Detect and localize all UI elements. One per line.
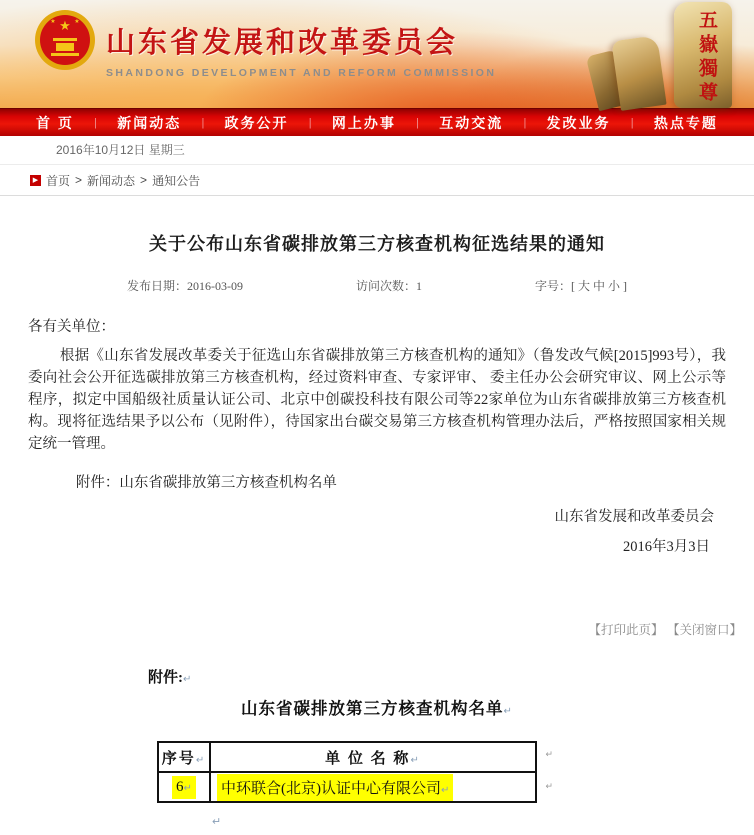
return-mark: ↵ [183,782,192,794]
publish-date: 发布日期：2016-03-09 [127,279,244,293]
return-mark: ↵ [503,706,513,717]
salutation: 各有关单位： [28,319,115,335]
svg-text:★: ★ [50,19,56,25]
signature-org: 山东省发展和改革委员会 [554,509,714,525]
date-bar [0,136,754,165]
cell-row-number [158,772,210,802]
font-size-options[interactable]: [ 大 中 小 ] [570,279,627,293]
attachment-label: 附件： [75,475,120,491]
nav-separator: | [630,116,634,129]
verifier-table [157,741,537,803]
header-cell-no: 序号↵ [158,742,210,772]
return-mark: ↵ [441,784,450,796]
print-page-button[interactable]: 【打印此页】 [588,623,664,637]
breadcrumb-arrow-icon: ▶ [30,175,41,186]
font-size-control: 字号：[ 大 中 小 ] [534,279,627,293]
return-mark: ↵ [183,674,192,685]
highlighted-org-name: 中环联合(北京)认证中心有限公司↵ [217,774,453,801]
row-end-mark: ↵ [545,749,553,759]
signature-date: 2016年3月3日 [623,539,710,555]
close-window-button[interactable]: 【关闭窗口】 [666,623,742,637]
nav-item-hot-topics[interactable]: 热点专题 [653,114,718,131]
nav-item-gov-affairs[interactable]: 政务公开 [224,114,289,131]
national-emblem-icon [33,8,97,72]
stone-inscription [674,2,732,108]
breadcrumb-item-news[interactable]: 新闻动态 [87,173,136,188]
taishan-stone-image [564,0,754,108]
main-nav [0,108,754,136]
return-mark: ↵ [195,754,207,766]
nav-separator: | [201,116,205,129]
cell-org-name [210,772,536,802]
nav-item-ndrc-business[interactable]: 发改业务 [546,114,611,131]
nav-separator: | [308,116,312,129]
site-title: 山东省发展和改革委员会 [106,27,459,59]
article-content [0,230,754,835]
attachment-doc-title: 山东省碳排放第三方核查机构名单↵ [241,699,513,718]
nav-separator: | [523,116,527,129]
breadcrumb [0,165,754,196]
site-banner [0,0,754,108]
page-actions [0,620,754,638]
main-paragraph: 根据《山东省发展改革委关于征选山东省碳排放第三方核查机构的通知》（鲁发改气候[2015]993号），我委向社会公开征选碳排放第三方核查机构，经过资料审查、专家评审、 委主任办公会研究审议、网上公示等程序，拟定中国船级社质量认证公司、北京中创碳投科技有限公司等22家单位为山东省碳排放第三方核查机构。现将征选结果予以公布（见附件），待国家出台碳交易第三方核查机构管理办法后，严格按照国家相关规定统一管理。 [28,348,726,452]
attachment-line [28,472,726,494]
attachment-table-wrap [157,741,553,803]
breadcrumb-separator: > [140,173,148,187]
nav-item-home[interactable]: 首 页 [36,114,74,131]
row-end-mark: ↵ [545,781,553,791]
breadcrumb-separator: > [75,173,83,187]
site-subtitle: SHANDONG DEVELOPMENT AND REFORM COMMISSION [106,67,497,79]
table-header-row [158,742,536,772]
nav-item-online-service[interactable]: 网上办事 [331,114,396,131]
trailing-return-mark: ↵ [212,816,222,828]
rock-decor-icon [611,35,666,111]
breadcrumb-item-notices[interactable]: 通知公告 [152,173,201,188]
table-row [158,772,536,802]
article-title: 关于公布山东省碳排放第三方核查机构征选结果的通知 [149,234,605,254]
nav-separator: | [94,116,97,129]
return-mark: ↵ [410,754,421,766]
breadcrumb-item-home[interactable]: 首页 [46,173,71,188]
attachment-link[interactable]: 山东省碳排放第三方核查机构名单 [119,475,337,491]
svg-text:★: ★ [74,19,80,25]
header-cell-name: 单 位 名 称↵ [210,742,536,772]
attachment-preview-label: 附件:↵ [148,670,192,686]
nav-item-news[interactable]: 新闻动态 [117,114,182,131]
nav-item-interaction[interactable]: 互动交流 [439,114,504,131]
stone-text: 五嶽獨尊 [696,10,717,106]
highlighted-row-number: 6↵ [172,776,196,799]
visit-count: 访问次数：1 [355,279,422,293]
svg-text:★: ★ [59,18,71,33]
article-meta [127,277,627,294]
nav-separator: | [416,116,419,129]
current-date: 2016年10月12日 星期三 [56,143,185,157]
article-body [28,316,726,558]
